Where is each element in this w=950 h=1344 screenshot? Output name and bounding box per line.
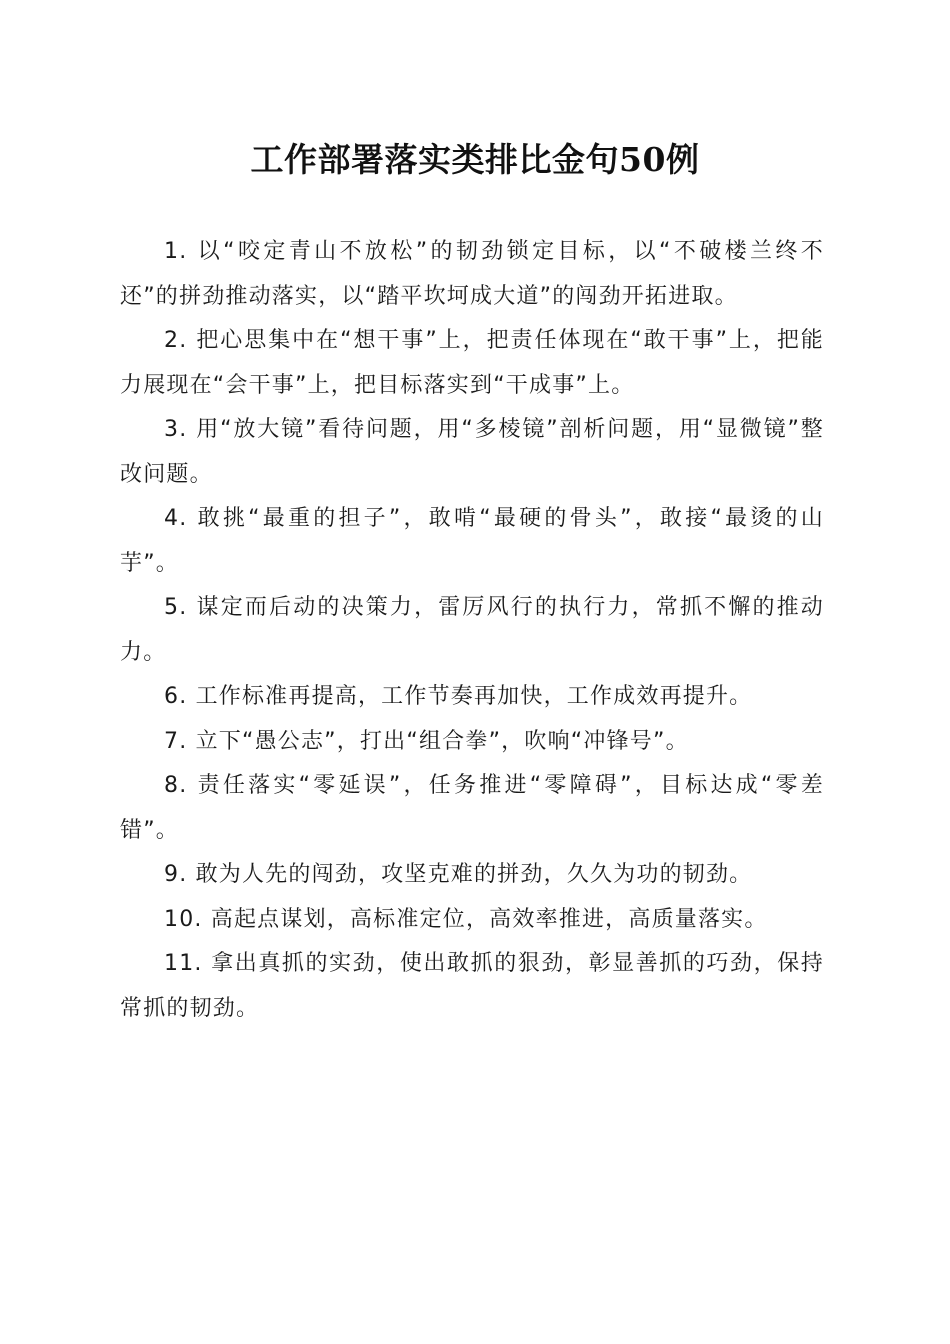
paragraph-8: 8. 责任落实“零延误”，任务推进“零障碍”，目标达成“零差错”。: [120, 773, 824, 843]
paragraph-1: 1. 以“咬定青山不放松”的韧劲锁定目标，以“不破楼兰终不还”的拼劲推动落实，以“踏平坎坷成大道”的闯劲开拓进取。: [120, 239, 824, 309]
paragraph-4: 4. 敢挑“最重的担子”，敢啃“最硬的骨头”，敢接“最烫的山芋”。: [120, 506, 824, 576]
document-body: [120, 230, 824, 1031]
paragraph-9: 9. 敢为人先的闯劲，攻坚克难的拼劲，久久为功的韧劲。: [164, 862, 753, 887]
paragraph-7: 7. 立下“愚公志”，打出“组合拳”，吹响“冲锋号”。: [164, 728, 689, 754]
document-title: 工作部署落实类排比金句50例: [250, 140, 700, 179]
paragraph-3: 3. 用“放大镜”看待问题，用“多棱镜”剖析问题，用“显微镜”整改问题。: [120, 417, 824, 487]
paragraph-11: 11. 拿出真抓的实劲，使出敢抓的狠劲，彰显善抓的巧劲，保持常抓的韧劲。: [120, 951, 824, 1021]
paragraph-2: 2. 把心思集中在“想干事”上，把责任体现在“敢干事”上，把能力展现在“会干事”上，把目标落实到“干成事”上。: [120, 328, 824, 398]
paragraph-5: 5. 谋定而后动的决策力，雷厉风行的执行力，常抓不懈的推动力。: [120, 595, 824, 665]
paragraph-10: 10. 高起点谋划，高标准定位，高效率推进，高质量落实。: [164, 906, 768, 932]
paragraph-6: 6. 工作标准再提高，工作节奏再加快，工作成效再提升。: [164, 684, 753, 709]
